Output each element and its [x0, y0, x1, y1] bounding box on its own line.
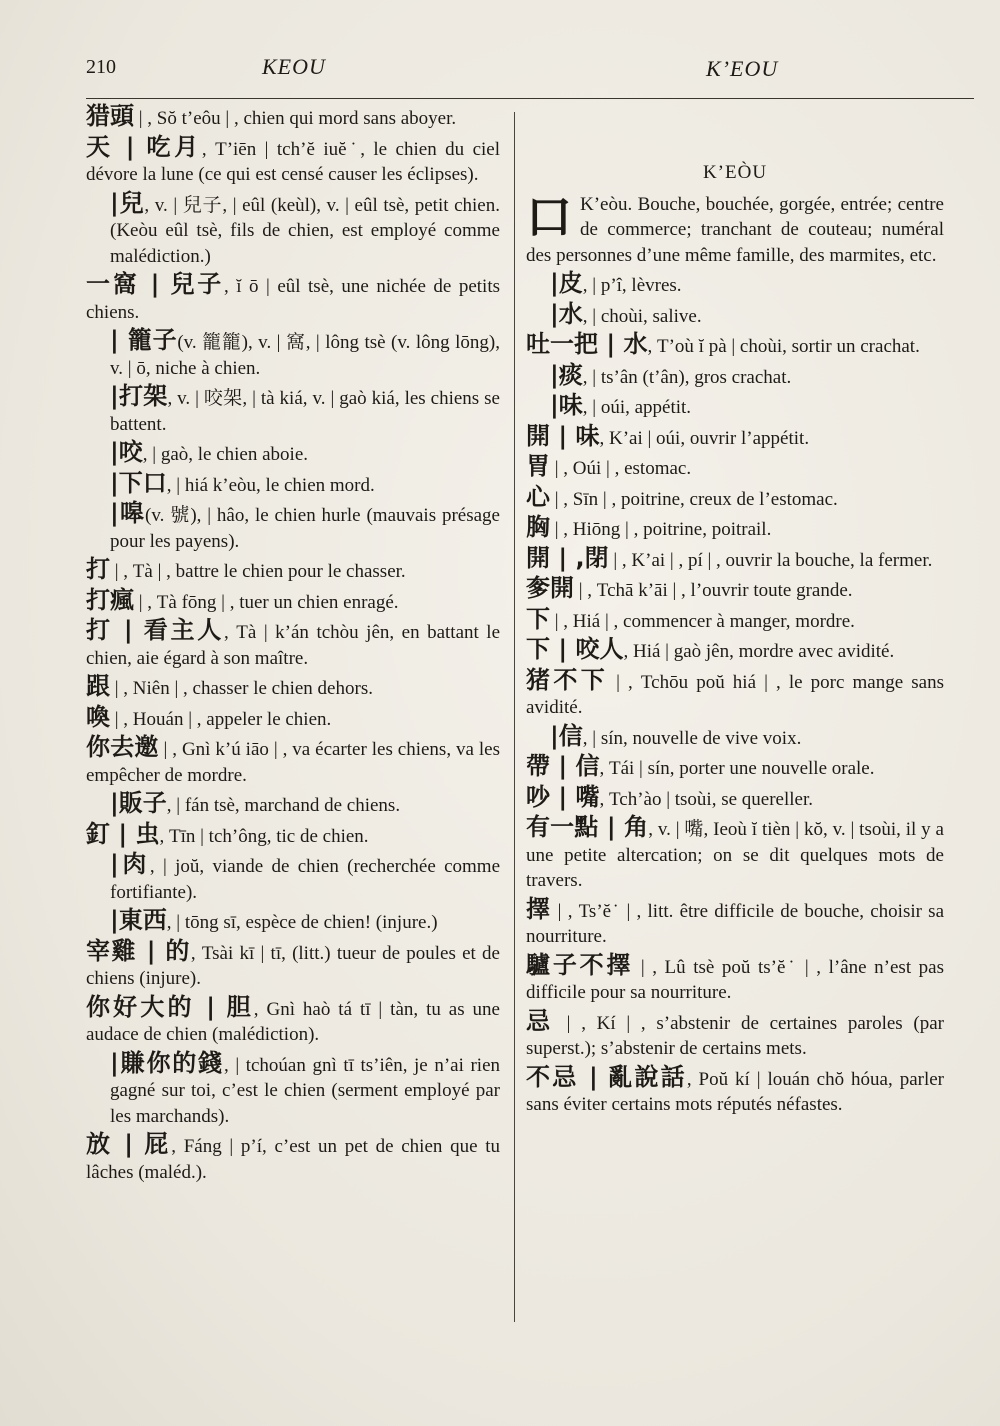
entry-text: , | tchoúan gnì tī ts’iên, je n’ai rien gagné sur toi, c’est le chien (serment employé par les marchands).: [110, 1054, 501, 1127]
dictionary-entry: [526, 482, 944, 513]
header-rule: [86, 98, 974, 99]
dictionary-entry: [86, 1132, 500, 1185]
dictionary-entry: [526, 637, 944, 665]
entry-text: , ĭ ō | eûl tsè, une nichée de petits chiens.: [86, 276, 500, 323]
dictionary-entry: [86, 384, 500, 437]
dictionary-entry: [86, 468, 500, 499]
entry-text: (v. 籠籠), v. | 窩, | lông tsè (v. lông lōng), v. | ō, niche à chien.: [110, 332, 500, 379]
right-column: [526, 160, 944, 1121]
entry-chinese: |水: [550, 299, 583, 328]
entry-text: , | choùi, salive.: [582, 305, 702, 327]
entry-chinese: 跟: [86, 672, 110, 700]
entry-chinese: 胃: [526, 452, 550, 480]
dictionary-entry: [526, 665, 944, 721]
entry-text: , | hiá k’eòu, le chien mord.: [166, 474, 375, 496]
entry-chinese: |信: [550, 721, 583, 750]
dictionary-entry: [526, 1062, 944, 1118]
entry-text: | , Niên | , chasser le chien dehors.: [110, 678, 373, 699]
entry-text: , | tōng sī, espèce de chien! (injure.): [166, 912, 438, 933]
entry-text: , Tch’ào | tsoùi, se quereller.: [599, 788, 814, 810]
entry-text: | , Hiōng | , poitrine, poitrail.: [550, 519, 772, 540]
dictionary-entry: [526, 332, 944, 360]
entry-text: | , Houán | , appeler le chien.: [110, 708, 332, 730]
entry-chinese: 打 | 看主人: [86, 616, 225, 644]
column-divider: [514, 112, 515, 1322]
entry-text: , v. | 兒子, | eûl (keùl), v. | eûl tsè, petit chien. (Keòu eûl tsè, fils de chien, est employé comme malédiction.): [110, 194, 500, 267]
dictionary-entry: [86, 188, 500, 270]
dictionary-entry: [86, 735, 500, 788]
page-header: [86, 52, 946, 88]
dictionary-entry: [86, 501, 500, 554]
entry-chinese: 有一點 | 角: [526, 813, 649, 841]
dictionary-entry: [526, 360, 944, 391]
entry-chinese: 放 | 屁: [86, 1130, 172, 1158]
dictionary-entry: [526, 604, 944, 635]
entry-text: , Hiá | gaò jên, mordre avec avidité.: [623, 641, 895, 662]
entry-text: , v. | 嘴, Ieoù ĭ tièn | kŏ, v. | tsoùi, il y a une petite altercation; on se dit quelques mots de travers.: [526, 819, 944, 891]
dictionary-entry: [86, 992, 500, 1048]
entry-chinese: 一窩 | 兒子: [86, 270, 224, 298]
entry-chinese: |賺你的錢: [110, 1048, 224, 1077]
entry-text: , Fáng | p’í, c’est un pet de chien que tu lâches (maléd.).: [86, 1136, 500, 1183]
entry-chinese: 宰雞 | 的: [86, 936, 191, 965]
dictionary-entry: [86, 440, 500, 468]
entry-chinese: 吵 | 嘴: [526, 782, 600, 811]
entry-chinese: 釘 | 虫: [86, 819, 160, 848]
entry-chinese: 開 | 味: [526, 421, 600, 450]
dictionary-entry: [526, 950, 945, 1006]
entry-text: | , Hiá | , commencer à manger, mordre.: [550, 610, 855, 632]
dictionary-entry: [86, 674, 500, 702]
entry-text: , T’iēn | tch’ĕ iuĕ˙, le chien du ciel dévore la lune (ce qui est censé causer les éclipses).: [86, 138, 500, 185]
entry-chinese: |兒: [110, 188, 145, 217]
entry-text: | , Oúi | , estomac.: [550, 458, 692, 479]
dictionary-entry: [86, 908, 500, 936]
dictionary-entry: [526, 393, 944, 421]
entry-chinese: 喚: [86, 702, 110, 731]
entry-text: | , Lû tsè poŭ ts’ĕ˙ | , l’âne n’est pas difficile pour sa nourriture.: [526, 956, 945, 1003]
entry-text: , v. | 咬架, | tà kiá, v. | gaò kiá, les chiens se battent.: [110, 388, 500, 435]
entry-chinese: 開 | ,閉: [526, 543, 609, 572]
entry-text: | , Sīn | , poitrine, creux de l’estomac.: [550, 488, 838, 510]
head-entry-text: K’eòu. Bouche, bouchée, gorgée, entrée; centre de commerce; tranchant de couteau; numéral des personnes d’une même famille, des marmites, etc.: [526, 193, 944, 266]
dictionary-entry: [526, 815, 944, 894]
entry-chinese: 心: [526, 482, 550, 511]
dictionary-entry: [86, 852, 500, 905]
entry-text: , Tīn | tch’ông, tic de chien.: [159, 825, 369, 847]
head-character: 口: [526, 189, 572, 244]
entry-chinese: 天 | 吃月: [86, 132, 202, 161]
entry-chinese: 擇: [526, 894, 552, 923]
entry-text: | , Tà fōng | , tuer un chien enragé.: [134, 591, 399, 613]
entry-text: | , Ts’ĕ˙ | , litt. être difficile de bouche, choisir sa nourriture.: [526, 900, 945, 947]
entry-chinese: |打架: [110, 382, 168, 410]
entry-text: , | joŭ, viande de chien (recherchée comme fortifiante).: [110, 856, 501, 903]
entry-chinese: |痰: [550, 360, 583, 389]
dictionary-entry: [526, 543, 944, 574]
entry-text: , Tái | sín, porter une nouvelle orale.: [599, 758, 875, 779]
entry-chinese: 吐一把 | 水: [526, 330, 648, 358]
page-number: 210: [86, 56, 116, 78]
entry-text: , | sín, nouvelle de vive voix.: [582, 727, 802, 749]
entry-chinese: 奓開: [526, 574, 574, 602]
dictionary-entry: [86, 132, 500, 188]
dictionary-entry: [86, 585, 500, 616]
entry-chinese: 打: [86, 555, 110, 583]
dictionary-entry: [526, 454, 944, 482]
section-title: K’EÒU: [702, 162, 768, 183]
right-running-title: K’EOU: [706, 56, 779, 81]
entry-text: , K’ai | oúi, ouvrir l’appétit.: [599, 427, 810, 449]
entry-text: | , Tchōu poŭ hiá | , le porc mange sans avidité.: [526, 671, 944, 718]
entry-chinese: |味: [550, 391, 583, 419]
dictionary-entry: [86, 819, 500, 850]
entry-chinese: |咬: [110, 438, 143, 466]
dictionary-entry: [86, 557, 500, 585]
dictionary-entry: [526, 721, 944, 752]
entry-text: | , Sŏ t’eôu | , chien qui mord sans aboyer.: [134, 108, 457, 129]
entry-text: , | gaò, le chien aboie.: [142, 444, 309, 465]
entry-text: , Poŭ kí | louán chŏ hóua, parler sans éviter certains mots réputés néfastes.: [526, 1068, 944, 1115]
entry-chinese: | 籠子: [110, 326, 178, 354]
right-entries: [526, 271, 944, 1118]
entry-text: , | oúi, appétit.: [582, 397, 692, 418]
dictionary-entry: [526, 576, 944, 604]
entry-chinese: 下 | 咬人: [526, 635, 624, 663]
entry-chinese: 胸: [526, 513, 550, 541]
entry-text: , | ts’ân (t’ân), gros crachat.: [582, 366, 792, 388]
entry-chinese: 帶 | 信: [526, 752, 600, 780]
entry-chinese: 打瘋: [86, 585, 134, 614]
entry-chinese: 下: [526, 604, 550, 633]
entry-chinese: 不忌 | 亂說話: [526, 1062, 687, 1091]
dictionary-entry: [86, 618, 500, 671]
entry-text: | , Tchā k’āi | , l’ouvrir toute grande.: [574, 580, 853, 601]
dictionary-entry: [86, 272, 500, 325]
entry-text: , | fán tsè, marchand de chiens.: [166, 795, 401, 816]
dictionary-entry: [86, 328, 500, 381]
entry-text: (v. 號), | hâo, le chien hurle (mauvais présage pour les payens).: [110, 505, 500, 552]
entry-chinese: 猪不下: [526, 665, 609, 694]
entry-chinese: |皮: [550, 269, 583, 297]
entry-chinese: 驢子不擇: [526, 950, 634, 979]
dictionary-entry: [86, 791, 500, 819]
left-running-title: KEOU: [262, 54, 326, 79]
entry-chinese: |東西: [110, 906, 167, 934]
dictionary-entry: [526, 271, 944, 299]
entry-chinese: 你去邀: [86, 733, 159, 761]
dictionary-entry: [86, 936, 500, 992]
entry-chinese: |下口: [110, 468, 167, 497]
entry-text: , T’où ĭ pà | choùi, sortir un crachat.: [647, 336, 920, 357]
entry-text: , Tsài kī | tī, (litt.) tueur de poules et de chiens (injure).: [86, 942, 500, 989]
entry-text: , Gnì haò tá tī | tàn, tu as une audace de chien (malédiction).: [86, 998, 500, 1045]
entry-chinese: 你好大的 | 胆: [86, 992, 254, 1021]
entry-text: | , K’ai | , pí | , ouvrir la bouche, la fermer.: [608, 549, 933, 571]
entry-text: , Tà | k’án tchòu jên, en battant le chien, aie égard à son maître.: [86, 622, 501, 669]
left-column: [86, 104, 500, 1188]
dictionary-entry: [526, 1006, 944, 1062]
dictionary-entry: [86, 1048, 501, 1130]
entry-chinese: 猎頭: [86, 102, 134, 130]
dictionary-entry: [526, 894, 945, 950]
entry-text: | , Kí | , s’abstenir de certaines paroles (par superst.); s’abstenir de certains mets.: [526, 1012, 944, 1059]
dictionary-entry: [86, 702, 500, 733]
entry-chinese: 忌: [526, 1006, 556, 1035]
dictionary-entry: [526, 421, 944, 452]
entry-chinese: |販子: [110, 789, 167, 817]
entry-text: | , Gnì k’ú iāo | , va écarter les chiens, va les empêcher de mordre.: [86, 739, 500, 786]
dictionary-entry: [526, 782, 944, 813]
dictionary-entry: [86, 104, 500, 132]
head-entry: [526, 189, 944, 269]
entry-chinese: |肉: [110, 850, 150, 878]
entry-text: | , Tà | , battre le chien pour le chasser.: [110, 561, 406, 582]
entry-chinese: |嗥: [110, 499, 145, 527]
entry-text: , | p’î, lèvres.: [582, 275, 682, 296]
dictionary-entry: [526, 515, 944, 543]
dictionary-entry: [526, 754, 944, 782]
dictionary-entry: [526, 299, 944, 330]
